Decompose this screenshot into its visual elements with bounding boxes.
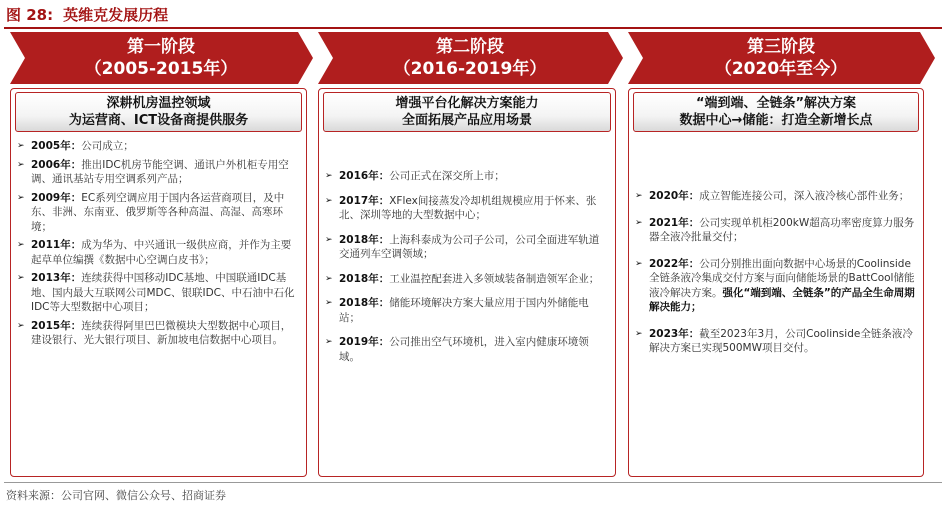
stage-1-header: [30, 33, 292, 83]
list-item: [17, 319, 300, 348]
arrow-bullet-icon: ➢: [17, 141, 25, 151]
list-item: [17, 271, 300, 315]
item-text: 连续获得中国移动IDC基地、中国联通IDC基地、国内最大互联网公司MDC、银联IDC、中石油中石化IDC等大型数据中心项目；: [31, 272, 295, 313]
stage-2-heading: [323, 92, 611, 132]
item-year: 2018年：: [339, 233, 390, 246]
source-rule: [4, 482, 942, 483]
stage-3-name: 第三阶段: [747, 37, 815, 57]
stage-1-heading: [15, 92, 302, 132]
arrow-bullet-icon: ➢: [17, 159, 25, 170]
item-text: 公司分别推出面向数据中心场景的Coolinside全链条液冷集成交付方案与面向储能场景的BattCool储能液冷解决方案。: [649, 257, 915, 299]
item-year: 2009年：: [31, 191, 82, 204]
item-text: XFlex间接蒸发冷却机组规模应用于怀来、张北、深圳等地的大型数据中心；: [339, 194, 597, 221]
figure-title-text: 英维克发展历程: [63, 6, 169, 24]
stage-1-period: （2005-2015年）: [84, 59, 238, 79]
item-text: 上海科泰成为公司子公司，公司全面进军轨道交通列车空调领域；: [339, 233, 600, 260]
list-item: [325, 194, 609, 223]
stage-1-list: [17, 139, 300, 352]
item-year: 2006年：: [31, 158, 82, 171]
list-item: [635, 257, 917, 315]
item-year: 2023年：: [649, 327, 700, 340]
stage-1-heading-line-2: 为运营商、ICT设备商提供服务: [68, 113, 249, 128]
arrow-bullet-icon: ➢: [325, 337, 333, 347]
item-text: 成立智能连接公司，深入液冷核心部件业务；: [699, 190, 910, 202]
list-item: [325, 296, 609, 325]
item-year: 2018年：: [339, 297, 390, 309]
item-text: 成为华为、中兴通讯一级供应商，并作为主要起草单位编撰《数据中心空调白皮书》；: [31, 239, 292, 266]
stage-2-panel: [318, 88, 616, 477]
arrow-bullet-icon: ➢: [17, 273, 25, 283]
arrow-bullet-icon: ➢: [325, 171, 333, 181]
item-text: 公司正式在深交所上市；: [389, 170, 505, 182]
item-text: EC系列空调应用于国内各运营商项目，及中东、非洲、东南亚、俄罗斯等各种高温、高湿、高寒环境；: [31, 191, 285, 233]
arrow-bullet-icon: ➢: [635, 328, 643, 339]
item-text: 连续获得阿里巴巴微模块大型数据中心项目，建设银行、光大银行项目、新加坡电信数据中心项目。: [31, 319, 292, 346]
stage-2-list: [325, 169, 609, 374]
item-year: 2016年：: [339, 170, 390, 182]
item-text: 推出IDC机房节能空调、通讯户外机柜专用空调、通讯基站专用空调系列产品；: [31, 158, 289, 185]
figure-title: [6, 4, 168, 26]
item-year: 2021年：: [649, 216, 700, 229]
item-text: 公司实现单机柜200kW超高功率密度算力服务器全液冷批量交付；: [649, 216, 915, 243]
list-item: [17, 158, 300, 187]
item-text: 公司成立；: [81, 140, 134, 152]
stage-1-panel: [10, 88, 307, 477]
arrow-bullet-icon: ➢: [17, 192, 25, 203]
item-year: 2017年：: [339, 194, 390, 207]
stage-2-heading-line-2: 全面拓展产品应用场景: [401, 113, 532, 128]
stage-2-header: [338, 33, 602, 83]
item-year: 2022年：: [649, 257, 700, 270]
stage-3-header: [648, 33, 914, 83]
item-year: 2019年：: [339, 336, 390, 348]
arrow-bullet-icon: ➢: [325, 195, 333, 206]
list-item: [17, 238, 300, 267]
list-item: [325, 169, 609, 184]
list-item: [325, 335, 609, 364]
title-rule: [4, 27, 942, 29]
item-text: 截至2023年3月，公司Coolinside全链条液冷解决方案已实现500MW项目交付。: [649, 327, 913, 354]
list-item: [325, 233, 609, 262]
arrow-bullet-icon: ➢: [325, 234, 333, 245]
stage-3-list: [635, 189, 917, 368]
item-text: 储能环境解决方案大量应用于国内外储能电站；: [339, 297, 589, 324]
item-year: 2005年：: [31, 140, 82, 152]
arrow-bullet-icon: ➢: [17, 240, 25, 250]
list-item: [635, 189, 917, 204]
arrow-bullet-icon: ➢: [635, 258, 643, 269]
item-text: 公司推出空气环境机，进入室内健康环境领域。: [339, 336, 589, 363]
list-item: [325, 272, 609, 287]
stage-2-period: （2016-2019年）: [393, 59, 547, 79]
stage-2-name: 第二阶段: [436, 37, 504, 57]
stage-3-period: （2020年至今）: [714, 59, 848, 79]
arrow-bullet-icon: ➢: [17, 320, 25, 331]
item-year: 2011年：: [31, 239, 82, 251]
list-item: [635, 327, 917, 356]
item-emphasis: 强化“端到端、全链条”的产品全生命周期解决能力；: [649, 286, 915, 313]
stage-3-heading-line-2: 数据中心→储能：打造全新增长点: [679, 113, 873, 128]
item-year: 2013年：: [31, 272, 82, 284]
source-note: 资料来源：公司官网、微信公众号、招商证券: [6, 489, 226, 502]
stage-1-name: 第一阶段: [127, 37, 195, 57]
item-text: 工业温控配套进入多领域装备制造领军企业；: [389, 272, 600, 285]
stage-3-heading: [633, 92, 919, 132]
figure-label: 图 28:: [6, 6, 54, 24]
stage-3-heading-line-1: “端到端、全链条”解决方案: [695, 96, 857, 111]
list-item: [17, 139, 300, 154]
list-item: [17, 191, 300, 235]
item-year: 2015年：: [31, 319, 82, 332]
item-year: 2018年：: [339, 272, 390, 285]
stage-1-heading-line-1: 深耕机房温控领域: [106, 96, 211, 111]
arrow-bullet-icon: ➢: [325, 273, 333, 284]
item-year: 2020年：: [649, 190, 700, 202]
arrow-bullet-icon: ➢: [635, 191, 643, 201]
stage-3-panel: [628, 88, 924, 477]
list-item: [635, 216, 917, 245]
arrow-bullet-icon: ➢: [635, 217, 643, 228]
stage-2-heading-line-1: 增强平台化解决方案能力: [395, 96, 539, 111]
arrow-bullet-icon: ➢: [325, 298, 333, 308]
